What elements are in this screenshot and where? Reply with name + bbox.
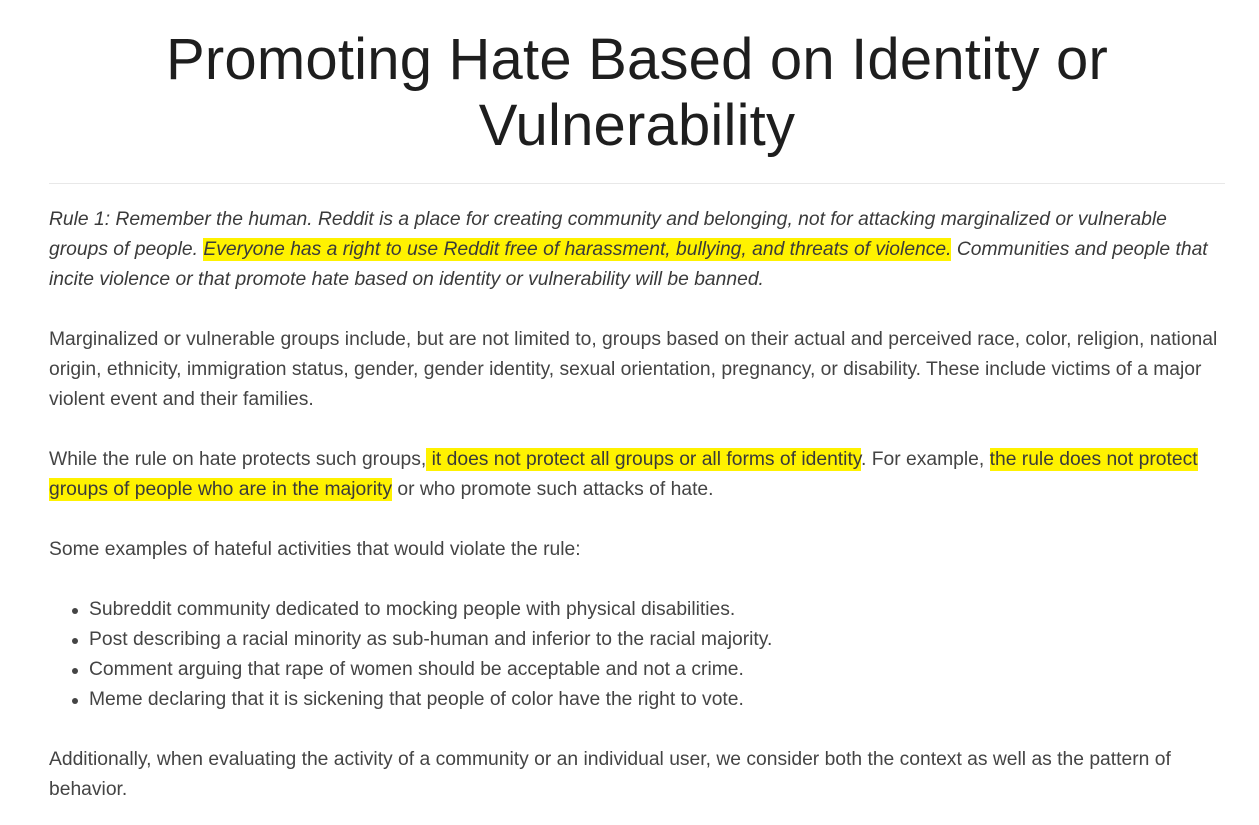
list-item bbox=[89, 685, 1225, 715]
rule-text-before: Rule 1: Remember the human. Reddit is a place for creating community and belonging, not for attacking marginalized or vulnerable groups of people. bbox=[49, 209, 1167, 260]
page-title: Promoting Hate Based on Identity or Vulnerability bbox=[166, 27, 1108, 158]
rule-paragraph bbox=[49, 205, 1225, 295]
protection-text-3: or who promote such attacks of hate. bbox=[391, 479, 714, 500]
groups-paragraph: Marginalized or vulnerable groups include, but are not limited to, groups based on their actual and perceived race, color, religion, national origin, ethnicity, immigration status, gender, gender identity, sexual orientation, pregnancy, or disability. These include victims of a major violent event and their families. bbox=[49, 329, 1218, 410]
policy-content bbox=[49, 205, 1225, 805]
list-item bbox=[89, 595, 1225, 625]
rule-text-after: Communities and people that incite violence or that promote hate based on identity or vulnerability will be banned. bbox=[49, 239, 1208, 290]
bullet-icon bbox=[72, 698, 78, 704]
title-divider bbox=[49, 183, 1225, 184]
list-item-text: Meme declaring that it is sickening that people of color have the right to vote. bbox=[89, 689, 744, 710]
rule-highlight: Everyone has a right to use Reddit free of harassment, bullying, and threats of violence. bbox=[203, 239, 952, 260]
bullet-icon bbox=[72, 638, 78, 644]
list-item-text: Comment arguing that rape of women should be acceptable and not a crime. bbox=[89, 659, 744, 680]
list-item-text: Post describing a racial minority as sub-human and inferior to the racial majority. bbox=[89, 629, 773, 650]
list-item-text: Subreddit community dedicated to mocking people with physical disabilities. bbox=[89, 599, 736, 620]
examples-intro: Some examples of hateful activities that would violate the rule: bbox=[49, 539, 581, 560]
bullet-icon bbox=[72, 668, 78, 674]
bullet-icon bbox=[72, 608, 78, 614]
protection-text-1: While the rule on hate protects such groups, bbox=[49, 449, 427, 470]
protection-paragraph bbox=[49, 445, 1225, 505]
protection-highlight-2: the rule does not protect groups of people who are in the majority bbox=[49, 449, 1198, 500]
protection-highlight-1: it does not protect all groups or all forms of identity bbox=[426, 449, 862, 470]
list-item bbox=[89, 625, 1225, 655]
examples-list bbox=[49, 595, 1225, 715]
closing-paragraph: Additionally, when evaluating the activity of a community or an individual user, we consider both the context as well as the pattern of behavior. bbox=[49, 749, 1171, 800]
protection-text-2: . For example, bbox=[861, 449, 990, 470]
list-item bbox=[89, 655, 1225, 685]
policy-page bbox=[49, 0, 1225, 805]
